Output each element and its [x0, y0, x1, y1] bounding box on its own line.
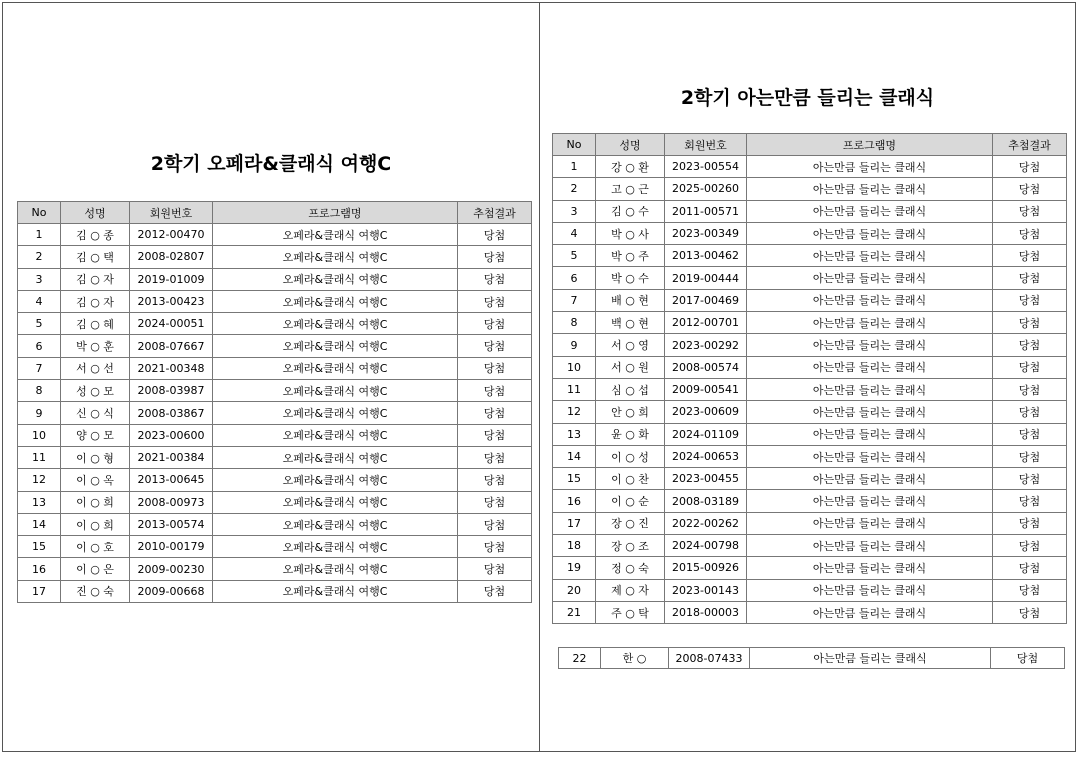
cell-name: 서 ○ 선	[61, 357, 130, 379]
table-row	[18, 491, 532, 513]
right-extra-table	[558, 647, 1065, 669]
cell-program: 아는만큼 들리는 클래식	[747, 445, 993, 467]
cell-program: 아는만큼 들리는 클래식	[747, 267, 993, 289]
cell-name: 정 ○ 숙	[596, 557, 665, 579]
cell-program: 오페라&클래식 여행C	[213, 469, 458, 491]
cell-result: 당첨	[458, 424, 532, 446]
cell-no: 6	[18, 335, 61, 357]
cell-program: 아는만큼 들리는 클래식	[747, 468, 993, 490]
cell-result: 당첨	[458, 491, 532, 513]
table-row	[553, 378, 1067, 400]
col-header-program: 프로그램명	[747, 134, 993, 156]
cell-name: 박 ○ 주	[596, 245, 665, 267]
cell-no: 8	[553, 312, 596, 334]
table-row	[18, 313, 532, 335]
col-header-no: No	[18, 202, 61, 224]
cell-program: 아는만큼 들리는 클래식	[747, 178, 993, 200]
cell-name: 박 ○ 사	[596, 222, 665, 244]
table-row	[18, 402, 532, 424]
cell-member-id: 2013-00462	[665, 245, 747, 267]
table-row	[18, 580, 532, 602]
left-page	[2, 2, 540, 752]
cell-no: 16	[553, 490, 596, 512]
cell-program: 아는만큼 들리는 클래식	[747, 334, 993, 356]
cell-no: 3	[553, 200, 596, 222]
cell-program: 오페라&클래식 여행C	[213, 268, 458, 290]
col-header-member-id: 회원번호	[665, 134, 747, 156]
cell-result: 당첨	[458, 536, 532, 558]
table-row	[18, 380, 532, 402]
cell-member-id: 2018-00003	[665, 601, 747, 623]
cell-member-id: 2013-00574	[130, 513, 213, 535]
cell-member-id: 2024-01109	[665, 423, 747, 445]
cell-result: 당첨	[993, 512, 1067, 534]
table-row	[553, 490, 1067, 512]
table-row	[18, 246, 532, 268]
cell-name: 한 ○	[601, 648, 669, 669]
cell-no: 15	[18, 536, 61, 558]
cell-member-id: 2008-07433	[669, 648, 750, 669]
table-row	[553, 557, 1067, 579]
cell-no: 9	[553, 334, 596, 356]
cell-program: 오페라&클래식 여행C	[213, 580, 458, 602]
cell-name: 고 ○ 근	[596, 178, 665, 200]
table-row	[18, 513, 532, 535]
cell-result: 당첨	[993, 222, 1067, 244]
cell-program: 오페라&클래식 여행C	[213, 290, 458, 312]
cell-result: 당첨	[993, 445, 1067, 467]
cell-name: 김 ○ 종	[61, 224, 130, 246]
table-row	[18, 424, 532, 446]
table-row	[553, 156, 1067, 178]
col-header-program: 프로그램명	[213, 202, 458, 224]
cell-no: 17	[553, 512, 596, 534]
cell-member-id: 2023-00609	[665, 401, 747, 423]
table-row	[18, 268, 532, 290]
cell-result: 당첨	[993, 178, 1067, 200]
cell-no: 14	[18, 513, 61, 535]
cell-result: 당첨	[993, 356, 1067, 378]
cell-no: 12	[18, 469, 61, 491]
cell-member-id: 2023-00455	[665, 468, 747, 490]
cell-no: 10	[18, 424, 61, 446]
cell-result: 당첨	[993, 557, 1067, 579]
cell-program: 아는만큼 들리는 클래식	[747, 289, 993, 311]
right-table-body	[553, 156, 1067, 624]
cell-name: 백 ○ 현	[596, 312, 665, 334]
cell-result: 당첨	[993, 312, 1067, 334]
cell-program: 아는만큼 들리는 클래식	[747, 512, 993, 534]
cell-member-id: 2013-00645	[130, 469, 213, 491]
table-row	[553, 445, 1067, 467]
right-page-title: 2학기 아는만큼 들리는 클래식	[680, 87, 935, 109]
table-row	[553, 312, 1067, 334]
cell-no: 6	[553, 267, 596, 289]
cell-member-id: 2019-01009	[130, 268, 213, 290]
cell-result: 당첨	[458, 469, 532, 491]
col-header-name: 성명	[596, 134, 665, 156]
cell-member-id: 2022-00262	[665, 512, 747, 534]
cell-name: 김 ○ 택	[61, 246, 130, 268]
cell-no: 5	[18, 313, 61, 335]
cell-no: 11	[18, 446, 61, 468]
cell-member-id: 2015-00926	[665, 557, 747, 579]
cell-name: 김 ○ 자	[61, 268, 130, 290]
cell-member-id: 2009-00230	[130, 558, 213, 580]
cell-member-id: 2008-03867	[130, 402, 213, 424]
cell-program: 아는만큼 들리는 클래식	[747, 579, 993, 601]
cell-no: 2	[553, 178, 596, 200]
cell-result: 당첨	[993, 334, 1067, 356]
cell-program: 오페라&클래식 여행C	[213, 536, 458, 558]
cell-result: 당첨	[458, 335, 532, 357]
cell-no: 17	[18, 580, 61, 602]
cell-name: 이 ○ 성	[596, 445, 665, 467]
cell-program: 아는만큼 들리는 클래식	[747, 200, 993, 222]
cell-program: 아는만큼 들리는 클래식	[747, 401, 993, 423]
cell-name: 이 ○ 형	[61, 446, 130, 468]
cell-program: 오페라&클래식 여행C	[213, 424, 458, 446]
left-table-header-row	[18, 202, 532, 224]
cell-member-id: 2012-00470	[130, 224, 213, 246]
cell-member-id: 2013-00423	[130, 290, 213, 312]
cell-result: 당첨	[991, 648, 1065, 669]
cell-no: 4	[553, 222, 596, 244]
table-row	[18, 446, 532, 468]
cell-no: 18	[553, 535, 596, 557]
cell-result: 당첨	[993, 245, 1067, 267]
col-header-no: No	[553, 134, 596, 156]
cell-name: 윤 ○ 화	[596, 423, 665, 445]
cell-result: 당첨	[993, 156, 1067, 178]
cell-member-id: 2023-00292	[665, 334, 747, 356]
cell-result: 당첨	[993, 468, 1067, 490]
cell-name: 장 ○ 조	[596, 535, 665, 557]
cell-no: 15	[553, 468, 596, 490]
cell-program: 오페라&클래식 여행C	[213, 313, 458, 335]
cell-program: 아는만큼 들리는 클래식	[747, 601, 993, 623]
col-header-result: 추첨결과	[458, 202, 532, 224]
cell-no: 1	[553, 156, 596, 178]
cell-result: 당첨	[458, 357, 532, 379]
table-row	[18, 536, 532, 558]
cell-name: 김 ○ 수	[596, 200, 665, 222]
table-row	[553, 601, 1067, 623]
cell-name: 배 ○ 현	[596, 289, 665, 311]
cell-member-id: 2021-00348	[130, 357, 213, 379]
cell-no: 13	[553, 423, 596, 445]
table-row	[553, 468, 1067, 490]
cell-result: 당첨	[458, 268, 532, 290]
table-row	[18, 469, 532, 491]
cell-no: 9	[18, 402, 61, 424]
left-table-body	[18, 224, 532, 603]
cell-member-id: 2008-00973	[130, 491, 213, 513]
cell-no: 3	[18, 268, 61, 290]
cell-member-id: 2008-00574	[665, 356, 747, 378]
cell-program: 아는만큼 들리는 클래식	[747, 423, 993, 445]
cell-result: 당첨	[993, 378, 1067, 400]
cell-member-id: 2008-07667	[130, 335, 213, 357]
cell-member-id: 2010-00179	[130, 536, 213, 558]
cell-result: 당첨	[993, 401, 1067, 423]
table-row	[553, 245, 1067, 267]
cell-name: 성 ○ 모	[61, 380, 130, 402]
cell-member-id: 2021-00384	[130, 446, 213, 468]
cell-program: 아는만큼 들리는 클래식	[747, 535, 993, 557]
cell-name: 안 ○ 희	[596, 401, 665, 423]
cell-name: 장 ○ 진	[596, 512, 665, 534]
table-row	[553, 535, 1067, 557]
right-table-header-row	[553, 134, 1067, 156]
cell-no: 13	[18, 491, 61, 513]
table-row	[18, 224, 532, 246]
cell-program: 아는만큼 들리는 클래식	[747, 222, 993, 244]
cell-program: 오페라&클래식 여행C	[213, 491, 458, 513]
cell-name: 이 ○ 희	[61, 491, 130, 513]
cell-member-id: 2009-00541	[665, 378, 747, 400]
cell-name: 주 ○ 탁	[596, 601, 665, 623]
cell-program: 아는만큼 들리는 클래식	[747, 490, 993, 512]
cell-member-id: 2019-00444	[665, 267, 747, 289]
table-row	[553, 512, 1067, 534]
cell-member-id: 2008-03987	[130, 380, 213, 402]
cell-program: 오페라&클래식 여행C	[213, 246, 458, 268]
cell-program: 오페라&클래식 여행C	[213, 558, 458, 580]
cell-member-id: 2024-00051	[130, 313, 213, 335]
right-table	[552, 133, 1067, 624]
cell-result: 당첨	[458, 446, 532, 468]
cell-program: 아는만큼 들리는 클래식	[747, 156, 993, 178]
cell-result: 당첨	[993, 601, 1067, 623]
cell-member-id: 2017-00469	[665, 289, 747, 311]
cell-result: 당첨	[458, 513, 532, 535]
cell-name: 김 ○ 자	[61, 290, 130, 312]
col-header-member-id: 회원번호	[130, 202, 213, 224]
cell-member-id: 2023-00554	[665, 156, 747, 178]
cell-member-id: 2008-03189	[665, 490, 747, 512]
cell-no: 20	[553, 579, 596, 601]
cell-member-id: 2008-02807	[130, 246, 213, 268]
table-row	[553, 356, 1067, 378]
cell-name: 심 ○ 섭	[596, 378, 665, 400]
cell-program: 오페라&클래식 여행C	[213, 335, 458, 357]
cell-name: 이 ○ 찬	[596, 468, 665, 490]
cell-program: 아는만큼 들리는 클래식	[747, 557, 993, 579]
cell-result: 당첨	[458, 580, 532, 602]
cell-no: 4	[18, 290, 61, 312]
cell-no: 10	[553, 356, 596, 378]
cell-name: 이 ○ 희	[61, 513, 130, 535]
cell-member-id: 2009-00668	[130, 580, 213, 602]
cell-member-id: 2024-00653	[665, 445, 747, 467]
table-row	[553, 267, 1067, 289]
cell-no: 8	[18, 380, 61, 402]
cell-program: 아는만큼 들리는 클래식	[747, 245, 993, 267]
cell-no: 7	[18, 357, 61, 379]
cell-result: 당첨	[993, 490, 1067, 512]
cell-result: 당첨	[458, 380, 532, 402]
cell-result: 당첨	[993, 289, 1067, 311]
cell-no: 5	[553, 245, 596, 267]
cell-name: 박 ○ 수	[596, 267, 665, 289]
cell-result: 당첨	[993, 535, 1067, 557]
cell-no: 2	[18, 246, 61, 268]
cell-name: 박 ○ 훈	[61, 335, 130, 357]
cell-no: 12	[553, 401, 596, 423]
cell-result: 당첨	[993, 267, 1067, 289]
cell-name: 이 ○ 순	[596, 490, 665, 512]
cell-result: 당첨	[458, 246, 532, 268]
cell-result: 당첨	[458, 224, 532, 246]
cell-program: 오페라&클래식 여행C	[213, 402, 458, 424]
cell-name: 제 ○ 자	[596, 579, 665, 601]
table-row	[18, 357, 532, 379]
cell-program: 아는만큼 들리는 클래식	[747, 356, 993, 378]
col-header-result: 추첨결과	[993, 134, 1067, 156]
col-header-name: 성명	[61, 202, 130, 224]
cell-program: 오페라&클래식 여행C	[213, 380, 458, 402]
cell-member-id: 2011-00571	[665, 200, 747, 222]
cell-no: 1	[18, 224, 61, 246]
cell-no: 11	[553, 378, 596, 400]
cell-name: 진 ○ 숙	[61, 580, 130, 602]
table-row	[553, 178, 1067, 200]
table-row	[553, 334, 1067, 356]
cell-result: 당첨	[458, 558, 532, 580]
cell-member-id: 2012-00701	[665, 312, 747, 334]
cell-program: 오페라&클래식 여행C	[213, 446, 458, 468]
cell-result: 당첨	[458, 313, 532, 335]
cell-name: 강 ○ 환	[596, 156, 665, 178]
cell-result: 당첨	[458, 290, 532, 312]
cell-name: 서 ○ 원	[596, 356, 665, 378]
cell-program: 아는만큼 들리는 클래식	[750, 648, 991, 669]
cell-result: 당첨	[993, 200, 1067, 222]
cell-member-id: 2025-00260	[665, 178, 747, 200]
left-table	[17, 201, 532, 603]
cell-no: 14	[553, 445, 596, 467]
table-row	[553, 200, 1067, 222]
table-row	[559, 648, 1065, 669]
cell-name: 김 ○ 혜	[61, 313, 130, 335]
table-row	[553, 289, 1067, 311]
cell-program: 아는만큼 들리는 클래식	[747, 312, 993, 334]
table-row	[18, 558, 532, 580]
table-row	[553, 401, 1067, 423]
cell-member-id: 2024-00798	[665, 535, 747, 557]
cell-no: 7	[553, 289, 596, 311]
cell-result: 당첨	[993, 423, 1067, 445]
cell-program: 오페라&클래식 여행C	[213, 357, 458, 379]
left-page-title: 2학기 오페라&클래식 여행C	[150, 153, 392, 175]
cell-result: 당첨	[458, 402, 532, 424]
table-row	[18, 335, 532, 357]
right-page	[539, 2, 1076, 752]
table-row	[553, 222, 1067, 244]
cell-no: 16	[18, 558, 61, 580]
cell-program: 아는만큼 들리는 클래식	[747, 378, 993, 400]
cell-member-id: 2023-00143	[665, 579, 747, 601]
table-row	[553, 423, 1067, 445]
table-row	[553, 579, 1067, 601]
cell-name: 서 ○ 영	[596, 334, 665, 356]
cell-no: 22	[559, 648, 601, 669]
cell-program: 오페라&클래식 여행C	[213, 224, 458, 246]
table-row	[18, 290, 532, 312]
cell-name: 신 ○ 식	[61, 402, 130, 424]
cell-program: 오페라&클래식 여행C	[213, 513, 458, 535]
cell-no: 21	[553, 601, 596, 623]
cell-no: 19	[553, 557, 596, 579]
cell-name: 이 ○ 호	[61, 536, 130, 558]
cell-member-id: 2023-00349	[665, 222, 747, 244]
cell-name: 양 ○ 모	[61, 424, 130, 446]
cell-name: 이 ○ 은	[61, 558, 130, 580]
cell-name: 이 ○ 옥	[61, 469, 130, 491]
cell-result: 당첨	[993, 579, 1067, 601]
cell-member-id: 2023-00600	[130, 424, 213, 446]
